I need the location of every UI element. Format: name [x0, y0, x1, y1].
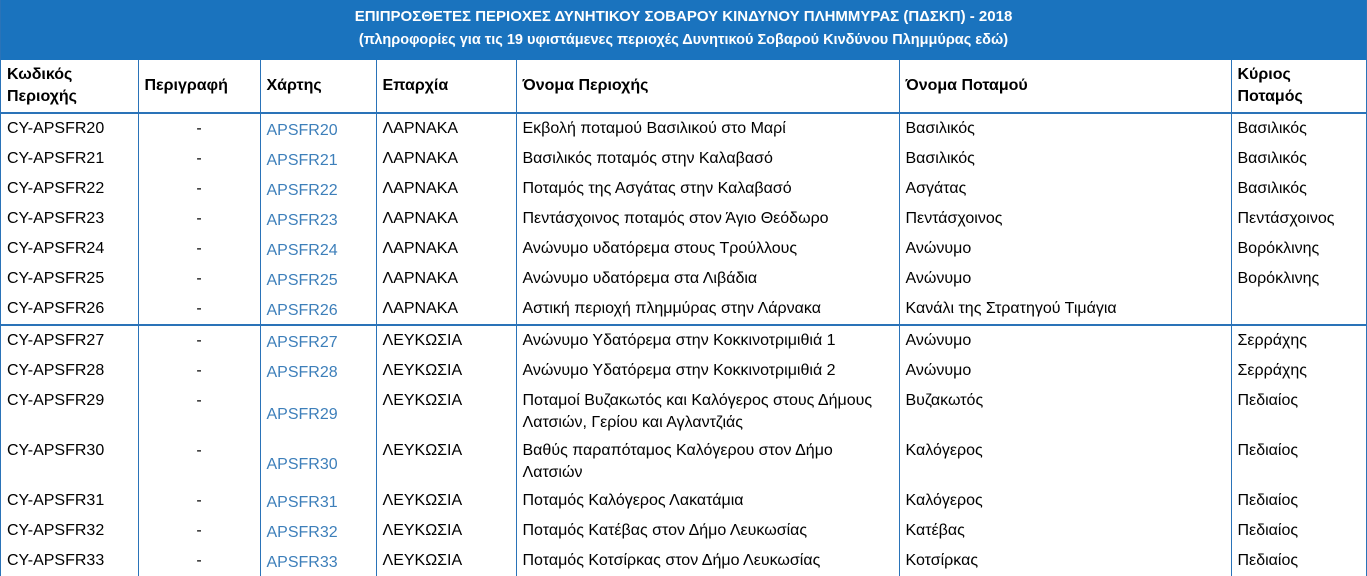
area-name-cell: Ποταμός Κοτσίρκας στον Δήμο Λευκωσίας [516, 546, 899, 576]
map-link[interactable]: APSFR21 [266, 152, 338, 169]
area-code-cell: CY-APSFR31 [1, 486, 138, 516]
main-river-cell: Βασιλικός [1237, 120, 1307, 137]
table-header-row [1, 60, 1366, 113]
map-link[interactable]: APSFR24 [266, 242, 338, 259]
description-cell: - [138, 113, 260, 144]
description-cell: - [138, 516, 260, 546]
map-link[interactable]: APSFR31 [266, 494, 338, 511]
header-description: Περιγραφή [138, 60, 260, 113]
area-code-cell: CY-APSFR23 [1, 204, 138, 234]
map-link[interactable]: APSFR30 [266, 456, 338, 473]
area-name-cell: Ποταμός της Ασγάτας στην Καλαβασό [516, 174, 899, 204]
river-name-cell: Πεντάσχοινος [899, 204, 1231, 234]
map-link[interactable]: APSFR29 [266, 406, 338, 423]
description-cell: - [138, 144, 260, 174]
table-row [1, 144, 1366, 174]
area-code-cell: CY-APSFR24 [1, 234, 138, 264]
map-link[interactable]: APSFR33 [266, 554, 338, 571]
river-name-cell: Βυζακωτός [899, 386, 1231, 436]
table-row [1, 204, 1366, 234]
area-name-cell: Βασιλικός ποταμός στην Καλαβασό [516, 144, 899, 174]
river-name-cell: Ανώνυμο [899, 356, 1231, 386]
map-cell [260, 144, 376, 174]
map-cell [260, 386, 376, 436]
map-link[interactable]: APSFR22 [266, 182, 338, 199]
area-name-cell: Ανώνυμο Υδατόρεμα στην Κοκκινοτριμιθιά 1 [516, 325, 899, 356]
map-cell [260, 234, 376, 264]
map-link[interactable]: APSFR25 [266, 272, 338, 289]
subtitle-suffix: ) [1003, 32, 1009, 48]
district-cell: ΛΕΥΚΩΣΙΑ [376, 386, 516, 436]
area-name-cell: Ποταμός Καλόγερος Λακατάμια [516, 486, 899, 516]
area-name-cell: Ανώνυμο υδατόρεμα στους Τρούλλους [516, 234, 899, 264]
river-name-cell: Ανώνυμο [899, 234, 1231, 264]
district-cell: ΛΕΥΚΩΣΙΑ [376, 516, 516, 546]
district-cell: ΛΕΥΚΩΣΙΑ [376, 325, 516, 356]
main-river-cell: Πεδιαίος [1237, 392, 1299, 409]
river-name-cell: Ανώνυμο [899, 325, 1231, 356]
table-body [1, 113, 1366, 576]
map-cell [260, 264, 376, 294]
area-name-cell: Αστική περιοχή πλημμύρας στην Λάρνακα [516, 294, 899, 325]
subtitle-prefix: (πληροφορίες για τις 19 υφιστάμενες περιοχές Δυνητικού Σοβαρού Κινδύνου Πλημμύρας [358, 32, 976, 48]
main-river-cell [1231, 294, 1366, 325]
map-cell [260, 174, 376, 204]
description-cell: - [138, 204, 260, 234]
description-cell: - [138, 386, 260, 436]
river-name-cell: Βασιλικός [899, 113, 1231, 144]
river-name-cell: Καλόγερος [899, 436, 1231, 486]
district-cell: ΛΕΥΚΩΣΙΑ [376, 436, 516, 486]
header-river-name: Όνομα Ποταμού [899, 60, 1231, 113]
table-row [1, 264, 1366, 294]
area-name-cell: Ποταμοί Βυζακωτός και Καλόγερος στους Δήμους Λατσιών, Γερίου και Αγλαντζιάς [516, 386, 899, 436]
main-river-cell: Πεδιαίος [1237, 552, 1299, 569]
map-cell [260, 325, 376, 356]
main-river-cell: Σερράχης [1237, 362, 1307, 379]
area-code-cell: CY-APSFR27 [1, 325, 138, 356]
description-cell: - [138, 264, 260, 294]
map-link[interactable]: APSFR23 [266, 212, 338, 229]
map-link[interactable]: APSFR28 [266, 364, 338, 381]
river-name-cell: Κανάλι της Στρατηγού Τιμάγια [899, 294, 1231, 325]
area-code-cell: CY-APSFR25 [1, 264, 138, 294]
subtitle-link-here[interactable]: εδώ [975, 32, 1004, 48]
map-cell [260, 113, 376, 144]
area-code-cell: CY-APSFR20 [1, 113, 138, 144]
description-cell: - [138, 174, 260, 204]
map-cell [260, 546, 376, 576]
river-name-cell: Ασγάτας [899, 174, 1231, 204]
description-cell: - [138, 486, 260, 516]
table-row [1, 386, 1366, 436]
area-code-cell: CY-APSFR29 [1, 386, 138, 436]
map-link[interactable]: APSFR26 [266, 302, 338, 319]
description-cell: - [138, 436, 260, 486]
table-row [1, 546, 1366, 576]
map-cell [260, 294, 376, 325]
river-name-cell: Ανώνυμο [899, 264, 1231, 294]
area-name-cell: Ανώνυμο υδατόρεμα στα Λιβάδια [516, 264, 899, 294]
area-name-cell: Εκβολή ποταμού Βασιλικού στο Μαρί [516, 113, 899, 144]
district-cell: ΛΑΡΝΑΚΑ [376, 204, 516, 234]
table-row [1, 356, 1366, 386]
river-name-cell: Βασιλικός [899, 144, 1231, 174]
river-name-cell: Κοτσίρκας [899, 546, 1231, 576]
description-cell: - [138, 356, 260, 386]
map-cell [260, 516, 376, 546]
area-code-cell: CY-APSFR26 [1, 294, 138, 325]
table-row [1, 234, 1366, 264]
description-cell: - [138, 294, 260, 325]
main-river-cell: Πεντάσχοινος [1237, 210, 1335, 227]
header-area-code: Κωδικός Περιοχής [1, 60, 138, 113]
description-cell: - [138, 325, 260, 356]
main-river-cell: Πεδιαίος [1237, 522, 1299, 539]
district-cell: ΛΑΡΝΑΚΑ [376, 234, 516, 264]
district-cell: ΛΕΥΚΩΣΙΑ [376, 546, 516, 576]
flood-areas-table [1, 60, 1366, 576]
map-link[interactable]: APSFR32 [266, 524, 338, 541]
area-name-cell: Ανώνυμο Υδατόρεμα στην Κοκκινοτριμιθιά 2 [516, 356, 899, 386]
district-cell: ΛΑΡΝΑΚΑ [376, 144, 516, 174]
area-name-cell: Πεντάσχοινος ποταμός στον Άγιο Θεόδωρο [516, 204, 899, 234]
main-river-cell: Βασιλικός [1237, 180, 1307, 197]
area-name-cell: Ποταμός Κατέβας στον Δήμο Λευκωσίας [516, 516, 899, 546]
map-cell [260, 204, 376, 234]
map-cell [260, 356, 376, 386]
river-name-cell: Κατέβας [899, 516, 1231, 546]
table-row [1, 486, 1366, 516]
area-code-cell: CY-APSFR22 [1, 174, 138, 204]
main-river-cell: Βορόκλινης [1237, 270, 1320, 287]
table-subtitle [1, 28, 1366, 52]
area-code-cell: CY-APSFR30 [1, 436, 138, 486]
description-cell: - [138, 234, 260, 264]
main-river-cell: Βασιλικός [1237, 150, 1307, 167]
table-row [1, 294, 1366, 325]
area-code-cell: CY-APSFR33 [1, 546, 138, 576]
description-cell: - [138, 546, 260, 576]
map-cell [260, 486, 376, 516]
table-banner [1, 0, 1366, 60]
main-river-cell: Πεδιαίος [1237, 442, 1299, 459]
table-row [1, 436, 1366, 486]
river-name-cell: Καλόγερος [899, 486, 1231, 516]
table-row [1, 174, 1366, 204]
map-link[interactable]: APSFR20 [266, 122, 338, 139]
table-row [1, 516, 1366, 546]
district-cell: ΛΑΡΝΑΚΑ [376, 294, 516, 325]
main-river-cell: Βορόκλινης [1237, 240, 1320, 257]
area-name-cell: Βαθύς παραπόταμος Καλόγερου στον Δήμο Λατσιών [516, 436, 899, 486]
district-cell: ΛΑΡΝΑΚΑ [376, 113, 516, 144]
table-row [1, 113, 1366, 144]
main-river-cell: Πεδιαίος [1237, 492, 1299, 509]
district-cell: ΛΕΥΚΩΣΙΑ [376, 356, 516, 386]
header-main-river: Κύριος Ποταμός [1231, 60, 1366, 113]
district-cell: ΛΑΡΝΑΚΑ [376, 264, 516, 294]
header-district: Επαρχία [376, 60, 516, 113]
area-code-cell: CY-APSFR28 [1, 356, 138, 386]
area-code-cell: CY-APSFR21 [1, 144, 138, 174]
header-map: Χάρτης [260, 60, 376, 113]
table-row [1, 325, 1366, 356]
map-link[interactable]: APSFR27 [266, 334, 338, 351]
area-code-cell: CY-APSFR32 [1, 516, 138, 546]
district-cell: ΛΑΡΝΑΚΑ [376, 174, 516, 204]
header-area-name: Όνομα Περιοχής [516, 60, 899, 113]
main-river-cell: Σερράχης [1231, 325, 1366, 356]
district-cell: ΛΕΥΚΩΣΙΑ [376, 486, 516, 516]
map-cell [260, 436, 376, 486]
table-title: ΕΠΙΠΡΟΣΘΕΤΕΣ ΠΕΡΙΟΧΕΣ ΔΥΝΗΤΙΚΟΥ ΣΟΒΑΡΟΥ ΚΙΝΔΥΝΟΥ ΠΛΗΜΜΥΡΑΣ (ΠΔΣΚΠ) - 2018 [354, 8, 1013, 25]
